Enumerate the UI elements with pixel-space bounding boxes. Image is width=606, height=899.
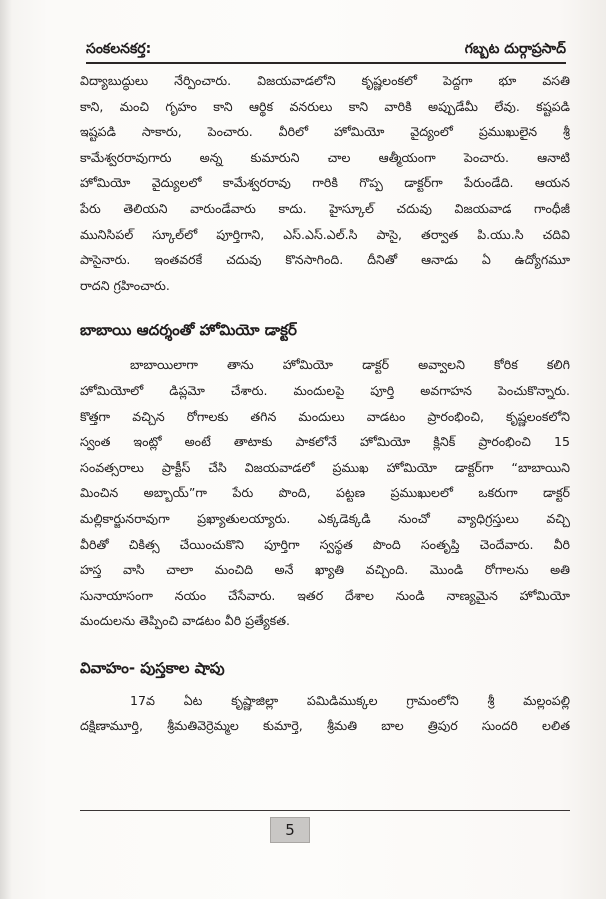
text-line: మల్లికార్జునరావుగా ప్రఖ్యాతులయ్యారు. ఎక్కడెక్కడి నుంచో వ్యాధిగ్రస్తులు వచ్చి	[80, 510, 570, 526]
text-line: దక్షిణామూర్తి, శ్రీమతివెర్రెమ్మల కుమార్తె, శ్రీమతి బాల త్రిపుర సుందరి లలిత	[80, 718, 570, 734]
text-line: పేరు తెలియని వారుండేవారు కాదు. హైస్కూల్ చదువు విజయవాడ గాంధీజీ	[80, 200, 570, 216]
paragraph-education	[80, 68, 570, 298]
text-line: మందులను తెప్పించి వాడటం వీరి ప్రత్యేకత.	[80, 613, 291, 629]
text-line: కొత్తగా వచ్చిన రోగాలకు తగిన మందులు వాడటం ప్రారంభించి, కృష్ణలంకలోని	[80, 408, 570, 424]
text-line: సునాయాసంగా నయం చేసేవారు. ఇతర దేశాల నుండి నాణ్యమైన హోమియో	[80, 587, 570, 603]
header-compiler-label: సంకలనకర్త:	[86, 41, 152, 57]
text-line: సంవత్సరాలు ప్రాక్టీస్ చేసి విజయవాడలో ప్రముఖ హోమియో డాక్టర్‌గా “బాబాయిని	[80, 459, 570, 475]
text-line: హోమియోలో డిప్లమో చేశారు. మందులపై పూర్తి అవగాహన పెంచుకొన్నారు.	[80, 382, 570, 398]
text-line: 17వ ఏట కృష్ణాజిల్లా పమిడిముక్కల గ్రామంలోని శ్రీ మల్లంపల్లి	[130, 692, 570, 708]
text-line: వీరితో చికిత్స చేయించుకొని పూర్తిగా స్వస్థత పొంది సంతృప్తి చెందేవారు. వీరి	[80, 536, 570, 552]
page-number: 5	[270, 817, 310, 843]
text-line: హోమియో వైద్యులలో కామేశ్వరరావు గారికి గొప్ప డాక్టర్‌గా పేరుండేది. ఆయన	[80, 175, 570, 191]
text-line: మునిసిపల్ స్కూల్‌లో పూర్తిగాని, ఎస్.ఎస్.ఎల్.సి పాసై, తర్వాత పి.యు.సి చదివి	[80, 226, 570, 242]
header-rule	[86, 62, 566, 64]
header-author-name: గబ్బట దుర్గాప్రసాద్	[464, 41, 566, 57]
text-line: ఇష్టపడి సాకారు, పెంచారు. వీరిలో హోమియో వైద్యంలో ప్రముఖులైన శ్రీ	[80, 124, 570, 140]
section-heading-marriage: వివాహం- పుస్తకాల షాపు	[80, 658, 225, 677]
text-line: మించిన అబ్బాయ్”గా పేరు పొంది, పట్టణ ప్రముఖులలో ఒకరుగా డాక్టర్	[80, 485, 570, 501]
text-line: బాబాయిలాగా తాను హోమియో డాక్టర్ అవ్వాలని కోరిక కలిగి	[130, 357, 570, 373]
spine-shadow	[0, 0, 12, 899]
text-line: విద్యాబుద్ధులు నేర్పించారు. విజయవాడలోని కృష్ణలంకలో పెద్దగా భూ వసతి	[80, 73, 570, 88]
text-line: రాదని గ్రహించారు.	[80, 277, 170, 293]
footer-rule	[80, 810, 570, 811]
paragraph-homeo-doctor	[80, 352, 570, 634]
text-line: స్వంత ఇంట్లో అంటే తాటాకు పాకలోనే హోమియో క్లినిక్ ప్రారంభించి 15	[80, 434, 570, 450]
running-header	[86, 38, 566, 64]
text-line: కాని, మంచి గృహం కాని ఆర్థిక వనరులు కాని వారికి అప్పుడేమీ లేవు. కష్టపడి	[80, 98, 570, 114]
section-heading-homeo-doctor: బాబాయి ఆదర్శంతో హోమియో డాక్టర్	[80, 321, 297, 340]
page-body	[80, 68, 570, 739]
text-line: హస్త వాసి చాలా మంచిది అనే ఖ్యాతి వచ్చింది. మొండి రోగాలను అతి	[80, 562, 570, 578]
text-line: పాసైనారు. ఇంతవరకే చదువు కొనసాగింది. దీనితో ఆనాడు ఏ ఉద్యోగమూ	[80, 252, 570, 268]
text-line: కామేశ్వరరావుగారు అన్న కుమారుని చాల ఆత్మీయంగా పెంచారు. ఆనాటి	[80, 149, 570, 165]
paragraph-marriage	[80, 688, 570, 739]
